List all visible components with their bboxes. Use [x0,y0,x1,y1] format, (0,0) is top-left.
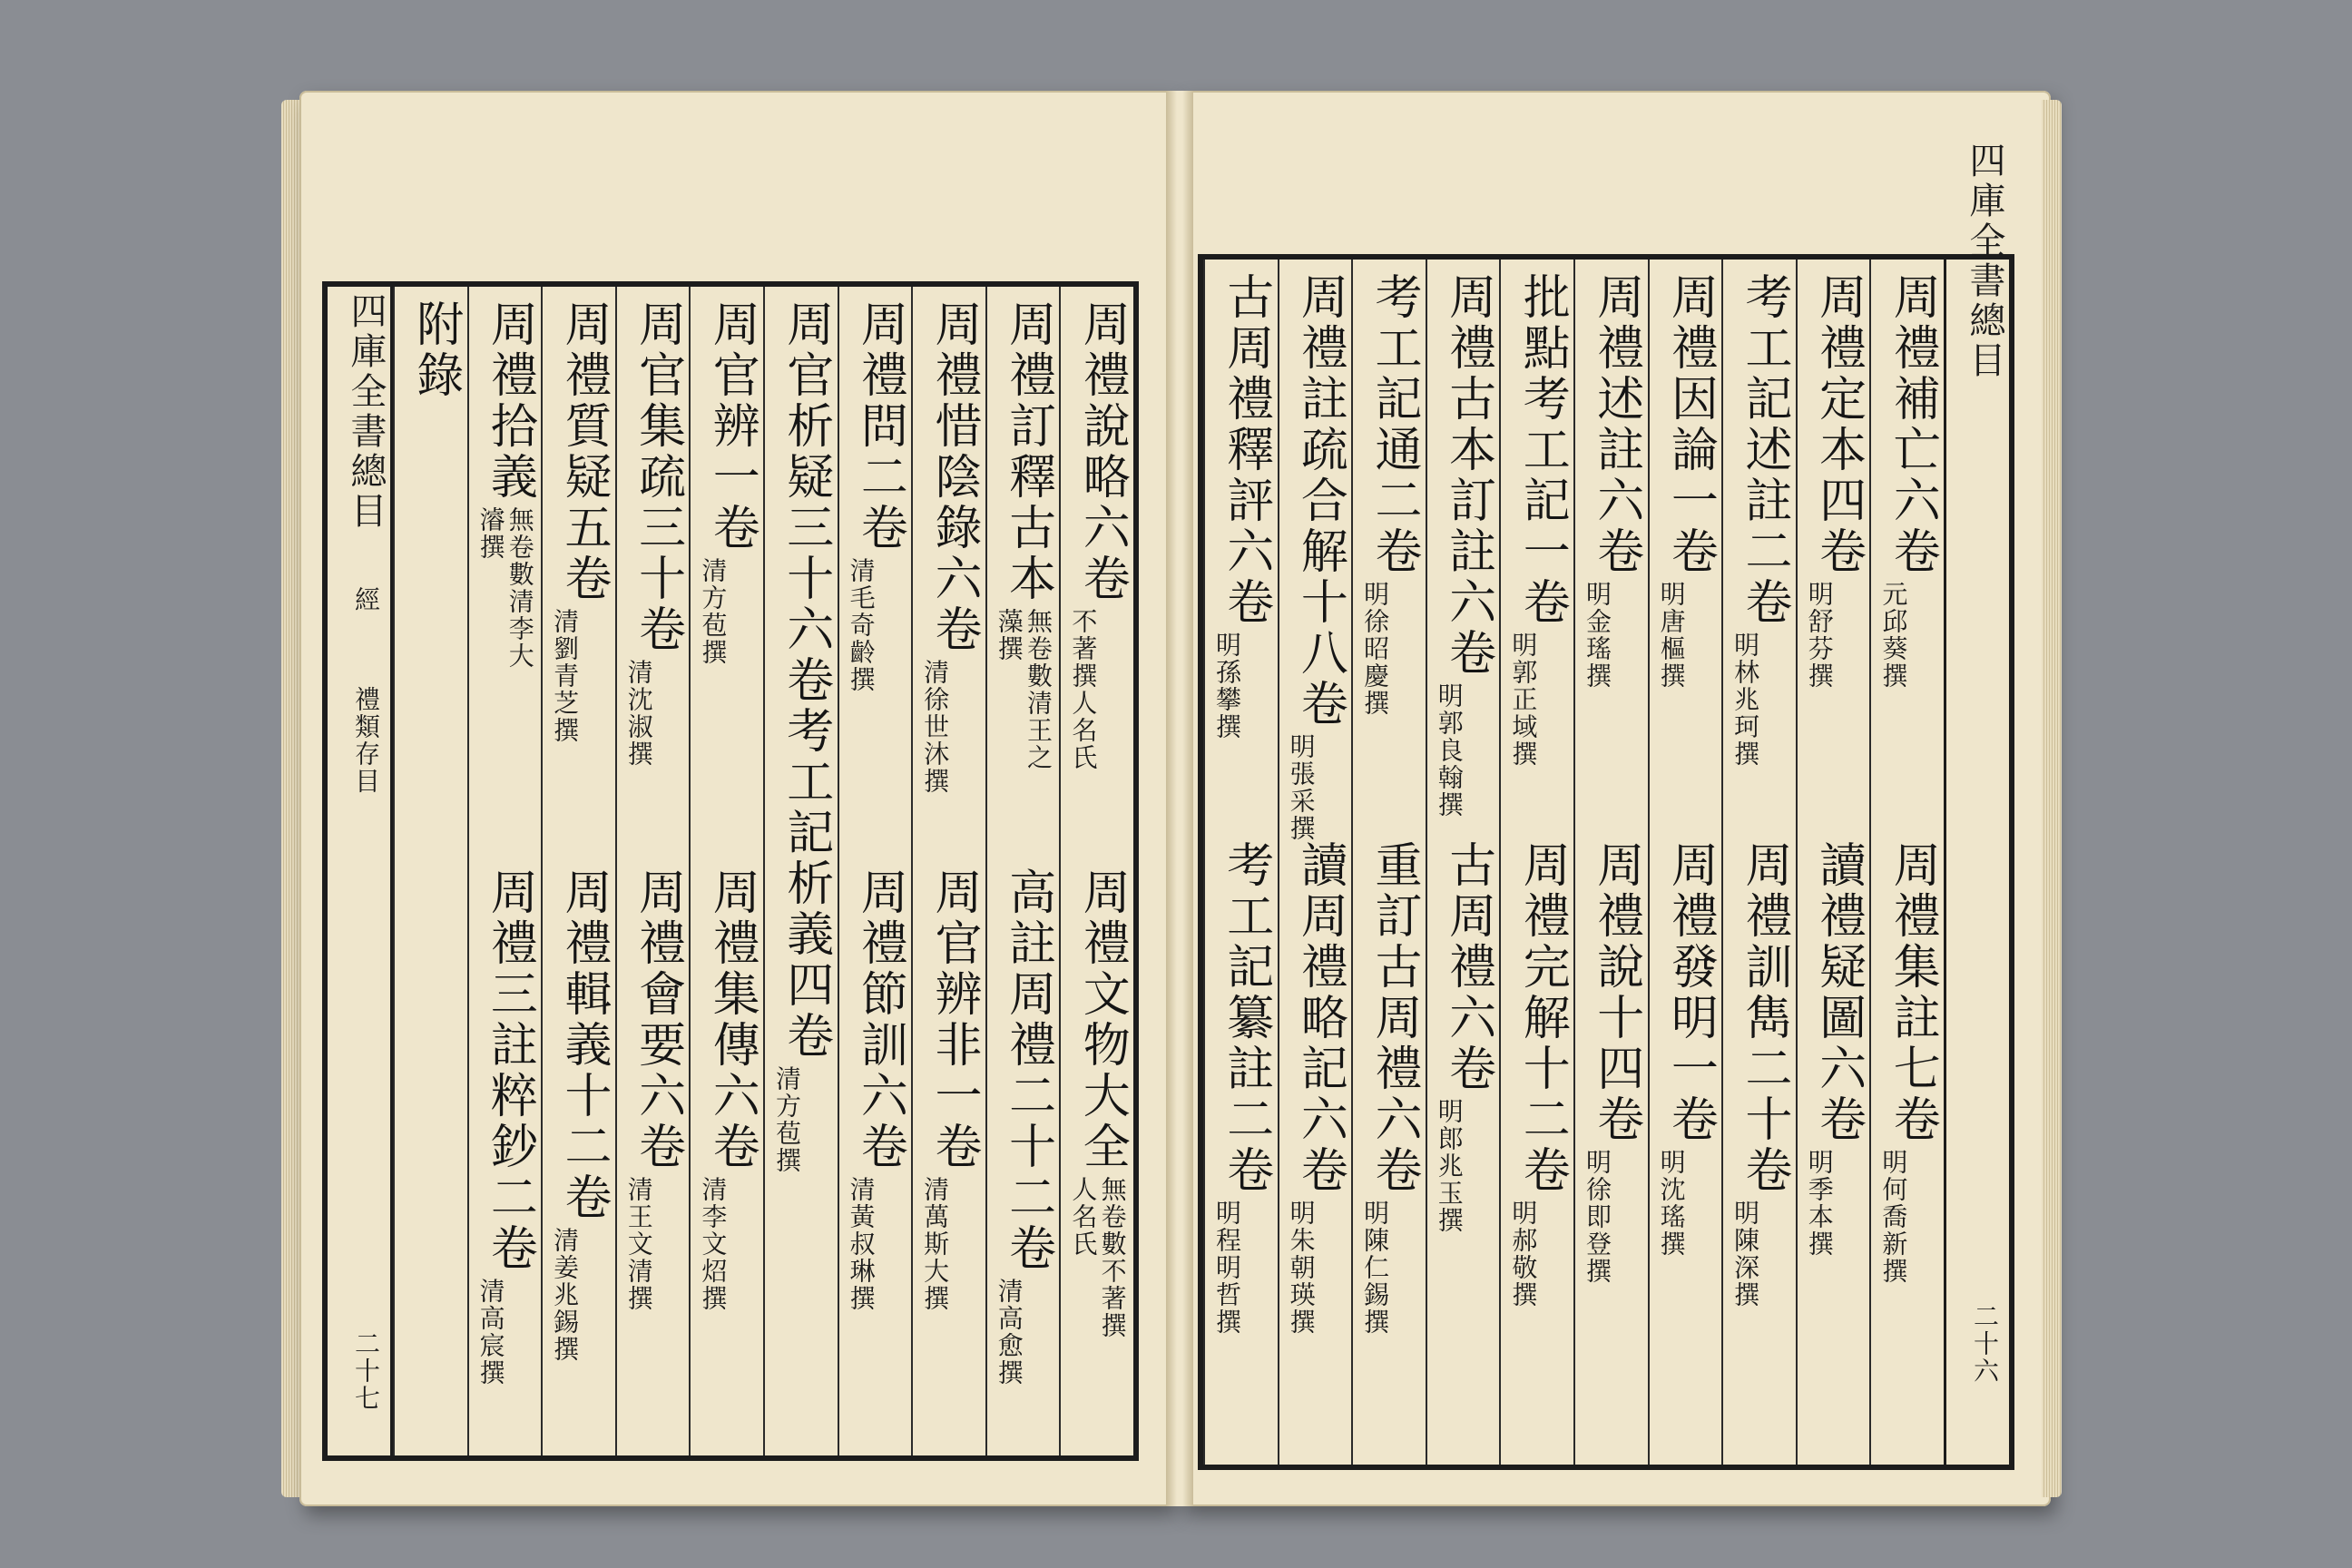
entry-title: 考工記述註二卷 [1736,272,1791,628]
entry-author-note: 明郎兆玉撰 [1434,1098,1465,1234]
entry-column [1869,260,1944,1465]
entry-title: 周禮會要六卷 [630,867,685,1172]
entry-author-note: 元邱葵撰 [1878,581,1909,690]
entry-title: 周官集疏三十卷 [630,299,685,655]
entry-title: 周禮說十四卷 [1588,840,1643,1145]
entry-title: 周禮拾義 [482,299,537,503]
entry-title: 周禮說略六卷 [1074,299,1130,604]
entry-author-note: 不著撰人名氏 [1068,608,1099,771]
entry-author-note: 無卷數清李大濬撰 [475,506,535,670]
entry-column [689,287,763,1455]
entry-title: 周禮輯義十二卷 [555,867,611,1223]
entry-title: 考工記通二卷 [1366,272,1421,577]
entry-title: 周禮惜陰錄六卷 [926,299,981,655]
entry-title: 古周禮釋評六卷 [1218,272,1273,628]
left-book-title: 四庫全書總目 [345,292,387,532]
entry-author-note: 明舒芬撰 [1804,581,1835,690]
entry-author-note: 清姜兆錫撰 [550,1227,581,1363]
book-spine [1166,91,1193,1506]
right-margin-column [1944,142,2009,1465]
entry-title: 周禮述註六卷 [1588,272,1643,577]
entry-author-note: 明張采撰 [1286,733,1317,842]
entry-author-note: 明金瑤撰 [1582,581,1612,690]
entry-title: 周禮三註粹鈔二卷 [482,867,537,1274]
entry-author-note: 清毛奇齡撰 [846,557,877,693]
entry-author-note: 明朱朝瑛撰 [1286,1200,1317,1336]
left-category-label: 禮類存目 [351,686,381,795]
entry-title: 周禮因論一卷 [1662,272,1718,577]
right-page-frame [1198,142,2014,1470]
entry-title: 讀周禮略記六卷 [1292,840,1348,1196]
entry-title: 周官析疑三十六卷考工記析義四卷 [778,299,833,1062]
entry-column [541,287,615,1455]
entry-title: 周禮定本四卷 [1810,272,1866,577]
entry-column [1351,260,1426,1465]
entry-author-note: 明陳深撰 [1730,1200,1761,1308]
entry-author-note: 清黃叔琳撰 [846,1176,877,1312]
left-page-frame [322,281,1139,1461]
entry-column [1721,260,1796,1465]
left-page-number: 二十七 [351,1330,381,1412]
entry-author-note: 明孫攀撰 [1211,632,1242,740]
entry-title: 周禮訂釋古本 [1000,299,1055,604]
entry-author-note: 清沈淑撰 [623,659,654,768]
entry-author-note: 清高宸撰 [475,1278,506,1387]
entry-column [615,287,690,1455]
entry-column [1059,287,1133,1455]
entry-author-note: 清王文清撰 [623,1176,654,1312]
open-book [272,91,2069,1506]
entry-title: 周禮訓雋二十卷 [1736,840,1791,1196]
entry-title: 周禮集註七卷 [1885,840,1940,1145]
entry-title: 周禮補亡六卷 [1885,272,1940,577]
entry-author-note: 明沈瑤撰 [1656,1149,1687,1258]
entry-column [763,287,838,1455]
entry-title: 周禮節訓六卷 [852,867,907,1172]
entry-title: 周禮註疏合解十八卷 [1292,272,1348,730]
entry-title: 周禮集傳六卷 [704,867,760,1172]
entry-author-note: 無卷數清王之藻撰 [994,608,1054,771]
entry-author-note: 明程明哲撰 [1211,1200,1242,1336]
entry-title: 重訂古周禮六卷 [1366,840,1421,1196]
entry-author-note: 明陳仁錫撰 [1360,1200,1391,1336]
entry-column [1573,260,1648,1465]
entry-title: 周禮古本訂註六卷 [1440,272,1495,679]
entry-title: 附錄 [407,299,463,401]
entry-author-note: 明唐樞撰 [1656,581,1687,690]
entry-author-note: 明徐即登撰 [1582,1149,1612,1285]
entry-title: 讀禮疑圖六卷 [1810,840,1866,1145]
entry-author-note: 明何喬新撰 [1878,1149,1909,1285]
left-section-label: 經 [351,586,381,613]
entry-author-note: 清萬斯大撰 [920,1176,951,1312]
entry-column [1499,260,1573,1465]
entry-author-note: 明郭良翰撰 [1434,682,1465,818]
entry-author-note: 明季本撰 [1804,1149,1835,1258]
entry-column [1203,260,1278,1465]
entry-author-note: 明林兆珂撰 [1730,632,1761,768]
entry-column [911,287,985,1455]
entry-author-note: 清方苞撰 [698,557,729,666]
entry-column [1796,260,1870,1465]
entry-title: 高註周禮二十二卷 [1000,867,1055,1274]
right-page-number: 二十六 [1970,1303,2000,1385]
entry-column [985,287,1060,1455]
entry-column [838,287,912,1455]
entry-column [1648,260,1722,1465]
entry-column [1426,260,1500,1465]
entry-title: 周禮完解十二卷 [1514,840,1570,1196]
entry-title: 周官辨一卷 [704,299,760,554]
entry-author-note: 清李文炤撰 [698,1176,729,1312]
entry-author-note: 清徐世沐撰 [920,659,951,795]
entry-author-note: 明郝敬撰 [1508,1200,1539,1308]
entry-author-note: 清劉青芝撰 [550,608,581,744]
right-book-title: 四庫全書總目 [1964,142,2005,381]
entry-title: 周禮問二卷 [852,299,907,554]
entry-title: 古周禮六卷 [1440,840,1495,1094]
entry-title: 周禮發明一卷 [1662,840,1718,1145]
entry-column [393,287,467,1455]
entry-title: 考工記纂註二卷 [1218,840,1273,1196]
entry-column [467,287,542,1455]
entry-author-note: 無卷數不著撰人名氏 [1068,1176,1128,1339]
page-edges-left [281,100,301,1497]
page-edges-right [2042,100,2062,1497]
entry-title: 周官辨非一卷 [926,867,981,1172]
entry-author-note: 清方苞撰 [771,1065,802,1174]
entry-title: 周禮質疑五卷 [555,299,611,604]
entry-author-note: 清高愈撰 [994,1278,1024,1387]
entry-author-note: 明徐昭慶撰 [1360,581,1391,717]
entry-author-note: 明郭正域撰 [1508,632,1539,768]
entry-column [1278,260,1352,1465]
left-margin-column [328,287,393,1455]
entry-title: 批點考工記一卷 [1514,272,1570,628]
entry-title: 周禮文物大全 [1074,867,1130,1172]
